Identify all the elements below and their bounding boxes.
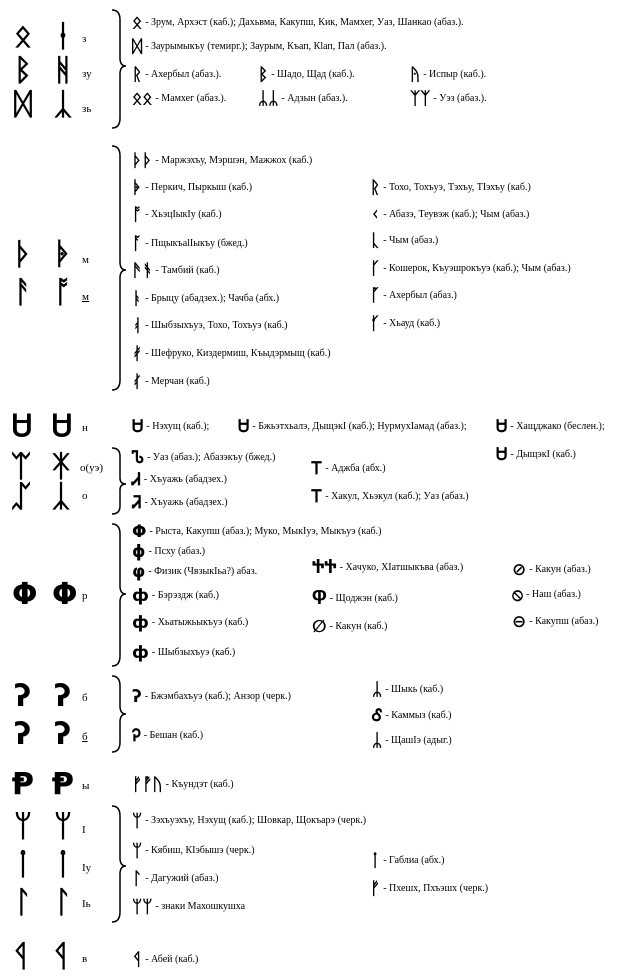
glyph-b-1: ʔ — [14, 679, 32, 714]
glyph-i-1: ᛘ — [14, 809, 32, 844]
glyph-iu-1: ᛙ — [14, 847, 32, 882]
glyph-o-2: ᛡ — [52, 449, 70, 484]
label-v: в — [82, 953, 88, 965]
glyph-y-1: Ᵽ — [12, 767, 34, 802]
entry-r-10: ⊘ - Какун (абаз.) — [512, 560, 591, 580]
glyph-m-2: ᚧ — [54, 237, 72, 272]
entry-r-9: ∅ - Какун (каб.) — [312, 617, 388, 637]
label-i: I — [82, 824, 86, 836]
entry-z-5: ᚤ - Испыр (каб.). — [410, 65, 487, 85]
entry-m-8: ᚯ - Шефруко, Киздермиш, Къыдэрмыщ (каб.) — [132, 344, 331, 364]
glyph-b-2: ʔ — [54, 679, 72, 714]
glyph-v-1: ᛩ — [12, 939, 30, 974]
glyph-m-4: ᚩ — [54, 275, 72, 310]
entry-o-3: Ꮨ - Хъуажь (абадзех.) — [132, 493, 228, 513]
entry-m-14: ᚵ - Ахербыл (абаз.) — [370, 286, 457, 306]
entry-r-4: ф - Бэрэздж (каб.) — [132, 586, 219, 606]
glyph-y-2: Ᵽ — [52, 767, 74, 802]
entry-m-5: ᚫᚬ - Тамбий (каб.) — [132, 261, 220, 281]
entry-m-4: ᚪ - ПщыкъаlIыкъу (бжед.) — [132, 234, 248, 254]
label-zj: зь — [82, 103, 92, 115]
label-iu: Iу — [82, 862, 92, 874]
entry-b-2: Ꭾ - Бешан (каб.) — [132, 726, 204, 746]
entry-i-2: ᛘ - Кябиш, КIэбышэ (черк.) — [132, 841, 255, 861]
entry-r-12: ⊖ - Какупш (абаз.) — [512, 612, 599, 632]
label-m-underlined: м — [82, 291, 89, 303]
label-b: б — [82, 692, 88, 704]
entry-m-6: ᚭ - Брыцу (абадзех.); Чачба (абх.) — [132, 289, 280, 309]
entry-b-5: ᛦ - ЩашIэ (адыг.) — [372, 731, 452, 751]
entry-z-2: ᛞ - Заурымыкъу (темирг.); Заурым, Къап, Кlап, Пал (абаз.). — [132, 37, 387, 57]
glyph-o-1: ᛠ — [12, 449, 30, 484]
label-z: з — [82, 33, 87, 45]
entry-i-5: ᛙ - Габлиа (абх.) — [370, 851, 445, 871]
entry-r-8: Ⴔ - Щоджэн (каб.) — [312, 589, 398, 609]
label-o-ue: о(уэ) — [80, 462, 104, 474]
entry-r-3: φ - Физик (ЧвзыкIьа?) абаз. — [132, 562, 258, 582]
entry-r-2: ϕ - Псху (абаз.) — [132, 542, 206, 562]
label-zu: зу — [82, 68, 92, 80]
entry-r-6: ф - Шыбзыхъуэ (каб.) — [132, 643, 236, 663]
entry-m-15: ᚶ - Хьауд (каб.) — [370, 314, 441, 334]
entry-r-11: ⦸ - Наш (абаз.) — [512, 585, 581, 605]
glyph-n-1: Ꮜ — [12, 409, 33, 444]
label-b-underlined: б — [82, 731, 88, 743]
entry-b-1: ʔ - Бжэмбахъуэ (каб.); Анзор (черк.) — [132, 687, 291, 707]
glyph-v-2: ᛩ — [52, 939, 70, 974]
entry-m-9: ᚰ - Мерчан (каб.) — [132, 372, 210, 392]
glyph-o-3: ᛢ — [12, 479, 30, 514]
entry-m-10: ᚱ - Тохо, Тохъуэ, Тэхъу, ТIэхъу (каб.) — [370, 178, 531, 198]
entry-r-5: ф - Хьатыжьыкъуэ (каб.) — [132, 613, 249, 633]
entry-i-3: ᛚ - Дагужий (абаз.) — [132, 869, 219, 889]
entry-m-13: ᚴ - Кошерок, Къуэшрокъуэ (каб.); Чым (абаз.) — [370, 259, 571, 279]
glyph-zu-2: ᚻ — [54, 53, 72, 88]
glyph-ij-2: ᛚ — [54, 885, 72, 920]
label-ij: Iь — [82, 898, 91, 910]
label-m: м — [82, 254, 89, 266]
glyph-o-4: ᛣ — [52, 479, 70, 514]
glyph-i-2: ᛘ — [54, 809, 72, 844]
glyph-b-4: ʔ — [54, 717, 72, 752]
glyph-zj-2: ᛣ — [54, 87, 72, 122]
entry-y-1: ᚠᚡᚢ - Къундэт (каб.) — [132, 775, 234, 795]
entry-z-8: ᛉᛉ - Уэз (абаз.). — [410, 89, 487, 109]
entry-i-1: ᛘ - Зэхъуэхъу, Нэхущ (каб.); Шовкар, Щокъарэ (черк.) — [132, 811, 367, 831]
entry-z-7: ᛦᛦ - Адзын (абаз.). — [258, 89, 348, 109]
glyph-m-1: ᚦ — [14, 237, 32, 272]
entry-b-4: Ꮄ - Каммыз (каб.) — [372, 706, 452, 726]
entry-m-2: ᚧ - Перкич, Пыркыш (каб.) — [132, 178, 253, 198]
entry-z-6: ᛟᛟ - Мамхег (абаз.). — [132, 89, 227, 109]
entry-n-2: Ꮜ - Бжьэтхьалэ, ДыщэкI (каб.); НурмухIамад (абаз.); — [238, 417, 467, 437]
entry-n-1: Ꮜ - Нэхущ (каб.); — [132, 417, 210, 437]
entry-z-1: ᛟ - Зрум, Архэст (каб.); Дахьвма, Какупш, Кик, Мамхег, Уаз, Шанкао (абаз.). — [132, 13, 464, 33]
label-y: ы — [82, 780, 90, 792]
entry-i-4: ᛘᛘ - знаки Махошкушха — [132, 897, 246, 917]
label-n: н — [82, 422, 88, 434]
entry-b-3: ᛦ - Шыкь (каб.) — [372, 680, 444, 700]
glyph-z-1: ᛟ — [14, 19, 32, 54]
entry-v-1: ᛩ - Абей (каб.) — [132, 950, 199, 970]
label-o: о — [82, 490, 88, 502]
entry-i-6: ᚠ - Пхешх, Пхъэшх (черк.) — [370, 879, 489, 899]
entry-z-4: ᛒ - Шадо, Щад (каб.). — [258, 65, 355, 85]
glyph-z-2: ᚽ — [54, 19, 72, 54]
glyph-r-2: Φ — [52, 577, 78, 612]
glyph-r-1: Φ — [12, 577, 38, 612]
entry-z-3: ᚱ - Ахербыл (абаз.). — [132, 65, 222, 85]
entry-n-3: Ꮜ - Хащджако (беслен.); — [496, 417, 605, 437]
glyph-ij-1: ᛚ — [14, 885, 32, 920]
label-r: р — [82, 590, 88, 602]
entry-r-7: ႵႵ - Хачуко, ХIатшыкъва (абаз.) — [312, 558, 464, 578]
entry-m-7: ᚮ - Шыбзыхъуэ, Тохо, Тохъуэ (каб.) — [132, 316, 288, 336]
entry-m-11: ᚲ - Абазэ, Теувэж (каб.); Чым (абаз.) — [370, 205, 530, 225]
entry-o-1: Ꮦ - Уаз (абаз.); Абазэкъу (бжед.) — [132, 448, 276, 468]
entry-o-2: Ꮧ - Хъуажь (абадзех.) — [132, 470, 227, 490]
glyph-zj-1: ᛞ — [14, 87, 32, 122]
entry-m-12: ᚳ - Чым (абаз.) — [370, 231, 439, 251]
glyph-m-3: ᚨ — [14, 275, 32, 310]
entry-n-4: Ꮜ - ДыщэкI (каб.) — [496, 445, 576, 465]
entry-o-5: Ꭲ - Хакул, Хьэкул (каб.); Уаз (абаз.) — [312, 487, 469, 507]
entry-m-3: ᚩ - ХьэцIыкIу (каб.) — [132, 205, 222, 225]
glyph-n-2: Ꮜ — [52, 409, 73, 444]
entry-o-4: Ꭲ - Аджба (абх.) — [312, 459, 386, 479]
entry-r-1: Φ - Рыста, Какупш (абаз.); Муко, МыкIуэ, Мыкъуэ (каб.) — [132, 522, 382, 542]
glyph-b-3: ʔ — [14, 717, 32, 752]
glyph-zu-1: ᛒ — [14, 53, 32, 88]
glyph-iu-2: ᛙ — [54, 847, 72, 882]
entry-m-1: ᚦᚦ - Маржэхъу, Мэршэн, Мажжох (каб.) — [132, 151, 313, 171]
